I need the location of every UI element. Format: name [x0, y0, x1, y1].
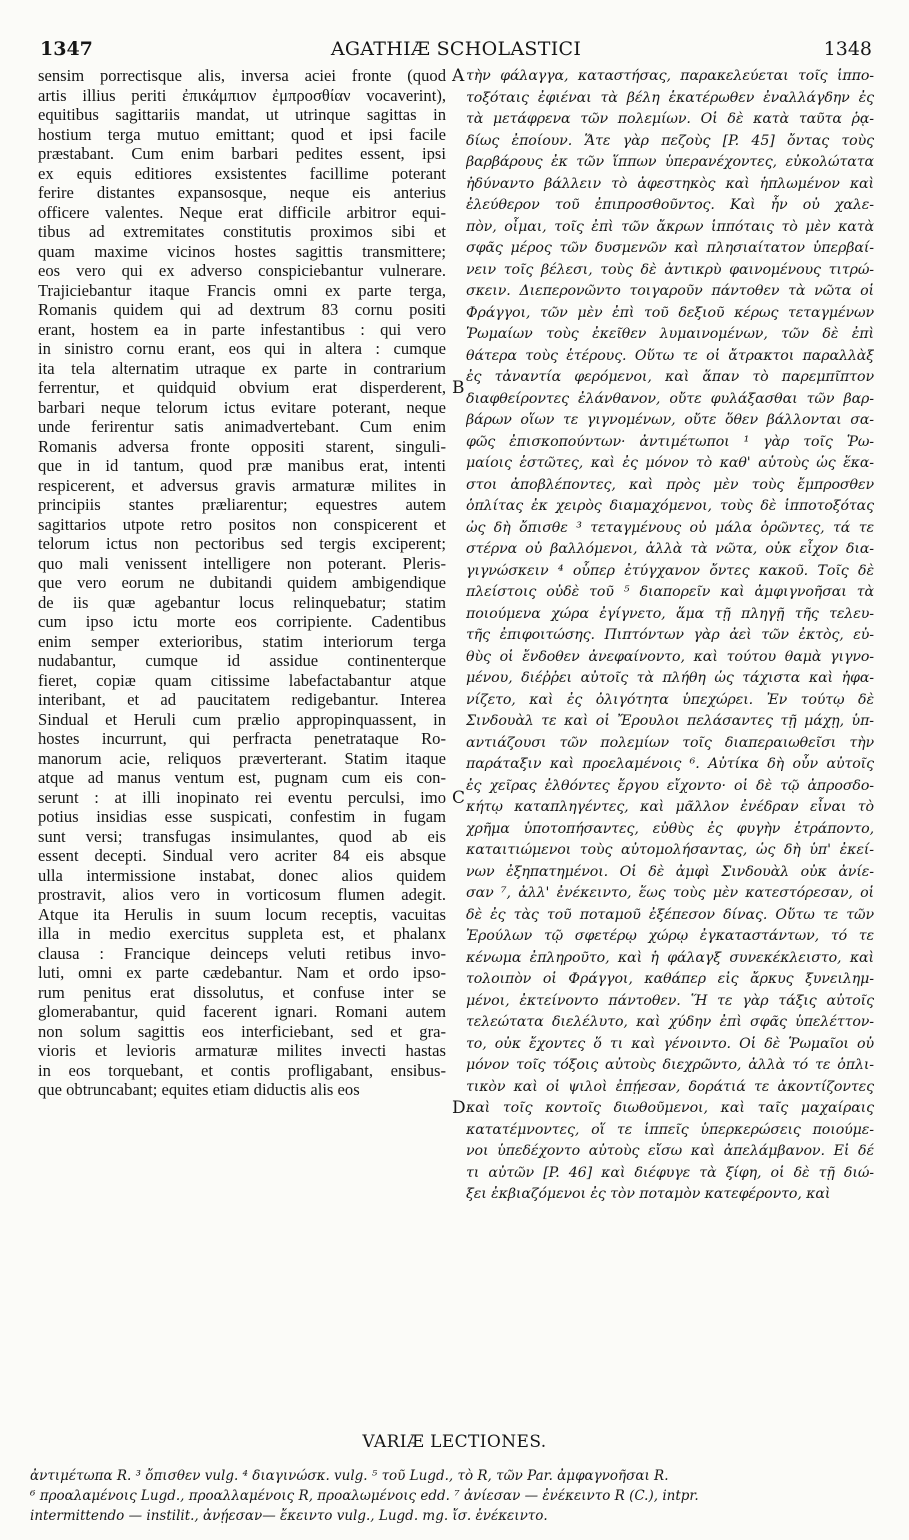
page-number-left: 1347 [40, 38, 93, 60]
latin-text-line: luti, omni ex parte cædebantur. Nam et ordo ipso- [38, 963, 446, 982]
page-header [40, 38, 872, 66]
latin-text-line: hostium terga mutuo emittant; quod et ipsi facile [38, 124, 446, 144]
greek-text-line: Ῥωμαίων τοὺς ἐκεῖθεν λυμαινομένων, τῶν δὲ ἐπὶ [466, 326, 874, 342]
latin-text-line: ulla intermissione instabat, donec alios quidem [38, 865, 446, 885]
latin-text-line: essent decepti. Sindual vero acriter 84 eis absque [38, 846, 446, 865]
latin-text-line: non solum sagittis eos interficiebant, sed et gra- [38, 1021, 446, 1041]
latin-text-line: manorum acie, reliquos præverterant. Statim itaque [38, 748, 446, 768]
variae-lectiones-title: VARIÆ LECTIONES. [362, 1432, 547, 1452]
latin-text-line: rum penitus erat dissolutus, et confuse inter se [38, 982, 446, 1002]
greek-text-line: βάρων οἵων τε γιγνομένων, οὔτε ὅθεν βάλλονται σα- [466, 412, 874, 428]
latin-text-line: atque ad manus ventum est, pugnam cum eis con- [38, 768, 446, 787]
latin-text-line: barbari neque telorum ictus evitare poterant, neque [38, 397, 446, 417]
variant-note-line: intermittendo — instilit., ἀνῄεσαν— ἔκειντο vulg., Lugd. mg. ἴσ. ἐνέκειντο. [30, 1508, 548, 1524]
latin-text-line: enim semper exterioribus, statim interiorum terga [38, 631, 446, 651]
running-title: AGATHIÆ SCHOLASTICI [330, 38, 582, 60]
greek-text-line: στέρνα οὐ βαλλόμενοι, ἀλλὰ τὰ νῶτα, οὐκ εἶχον δια- [466, 541, 874, 557]
latin-text-line: sunt versi; transfugas insimulantes, quod ab eis [38, 826, 446, 846]
greek-text-line: το, οὐκ ἔχοντες ὅ τι καὶ γένοιντο. Οἱ δὲ Ῥωμαῖοι οὐ [466, 1035, 874, 1052]
greek-text-line: σφᾶς μέρος τῶν δυσμενῶν καὶ πλησιαίτατον ὑπερβαί- [466, 240, 874, 256]
greek-text-line: δὲ ἐς τὰς τοῦ ποταμοῦ ἐξέπεσον δίνας. Οὕτω τε τῶν [466, 906, 874, 923]
greek-text-line: χρῆμα ὑποτοπήσαντες, εὐθὺς ἐς φυγὴν ἐτράποντο, [466, 820, 874, 837]
greek-text-line: νίζετο, καὶ ἐς ὀλιγότητα ὑπεχώρει. Ἐν τούτῳ δὲ [466, 691, 874, 708]
latin-text-line: sagittarios utpote retro positos non conspicerent et [38, 514, 446, 534]
latin-text-line: interibant, et ad paucitatem redigebantur. Interea [38, 690, 446, 709]
greek-text-line: ὁπλίτας ἐκ χειρὸς διαμαχόμενοι, τοὺς δὲ ἱπποτοξότας [466, 498, 874, 514]
latin-text-line: serunt : at illi inopinato rei eventu perculsi, imo [38, 787, 446, 807]
latin-text-line: sensim porrectisque alis, inversa aciei fronte (quod [38, 66, 446, 85]
greek-text-line: κήτῳ καταπληγέντες, καὶ μᾶλλον ἐνέδραν εἶναι τὸ [466, 799, 874, 815]
latin-text-line: prostravit, alios vero in vorticosum flumen adegit. [38, 885, 446, 904]
latin-text-line: Atque ita Herulis in suum locum receptis, vacuitas [38, 904, 446, 924]
greek-column [466, 66, 874, 1206]
latin-text-line: tibus ad extremitates constitutis proximos sibi et [38, 222, 446, 241]
latin-text-line: præstabant. Cum enim barbari pedites essent, ipsi [38, 144, 446, 163]
margin-marker: A [452, 66, 465, 86]
greek-text-line: ἐς τἀναντία φερόμενοι, καὶ ἅπαν τὸ παρεμπῖπτον [466, 369, 874, 385]
latin-text-line: in sinistro cornu erant, eos qui in altera : cumque [38, 339, 446, 358]
greek-text-line: παράταξιν καὶ προελαμένοις ⁶. Αὐτίκα δὴ οὖν αὐτοῖς [466, 756, 874, 772]
latin-text-line: nudabantur, cumque id assidue continenterque [38, 651, 446, 670]
latin-text-line: telorum ictus non pectoribus sed tergis exciperent; [38, 534, 446, 553]
greek-text-line: ἐς χεῖρας ἐλθόντες ἔργου εἴχοντο· οἱ δὲ τῷ ἀπροσδο- [466, 777, 874, 794]
greek-text-line: σαν ⁷, ἀλλ' ἐνέκειντο, ἕως τοὺς μὲν κατεστόρεσαν, οἱ [466, 885, 874, 901]
greek-text-line: τι αὐτῶν [P. 46] καὶ διέφυγε τὰ ξίφη, οἱ δὲ τῇ διώ- [466, 1164, 874, 1181]
greek-text-line: γιγνώσκειν ⁴ οὗπερ ἐτύγχανον ὄντες κακοῦ. Τοῖς δὲ [466, 562, 874, 579]
latin-text-line: artis illius periti ἐπικάμπιον ἐμπροσθίαν vocaverint), [38, 85, 446, 105]
latin-text-line: quo mali venissent intelligere non poterant. Pleris- [38, 553, 446, 573]
latin-text-line: in eos torquebant, et contis profligabant, ensibus- [38, 1060, 446, 1080]
latin-text-line: que obtruncabant; equites etiam diductis alis eos [38, 1080, 360, 1099]
latin-text-line: Sindual et Heruli cum prælio appropinquassent, in [38, 709, 446, 729]
greek-text-line: τολοιπὸν οἱ Φράγγοι, καθάπερ εἰς ἄρκυς ξυνειλημ- [466, 971, 874, 987]
variant-note-line: ⁶ προαλαμένοις Lugd., προαλλαμένοις R, προαλωμένοις edd. ⁷ ἀνίεσαν — ἐνέκειντο R (C.), intpr. [30, 1488, 699, 1504]
greek-text-line: τὰ μετάφρενα τῶν πολεμίων. Οἱ δὲ κατὰ ταῦτα ῥᾳ- [466, 111, 874, 127]
greek-text-line: ἐλεύθερον τοῦ ἐπιπροσθοῦντος. Καὶ ἦν οὐ χαλε- [466, 197, 874, 213]
greek-text-line: στοι ἀποβλέποντες, καὶ πρὸς μὲν τοὺς ἔμπροσθεν [466, 476, 874, 493]
latin-text-line: clausa : Francique deinceps veluti retibus invo- [38, 943, 446, 963]
greek-text-line: τικὸν καὶ οἱ ψιλοὶ ἐπῄεσαν, δοράτιά τε ἀκοντίζοντες [466, 1078, 874, 1095]
greek-text-line: πλείστοις οὐδὲ τοῦ ⁵ διαπορεῖν καὶ ἀμφιγνοῆσαι τὰ [466, 584, 874, 600]
greek-text-line: καὶ τοῖς κοντοῖς διωθοῦμενοι, καὶ ταῖς μαχαίραις [466, 1100, 874, 1116]
greek-text-line: καταιτιώμενοι τοὺς αὐτομολήσαντας, ὡς δὴ ὑπ' ἐκεί- [466, 842, 874, 858]
greek-text-line: Σινδουὰλ τε καὶ οἱ Ἔρουλοι πελάσαντες τῇ μάχῃ, ὑπ- [466, 713, 874, 729]
greek-text-line: διαφθείροντες ἐλάνθανον, οὔτε φυλάξασθαι τῶν βαρ- [466, 390, 874, 407]
greek-text-line: ξει ἐκβιαζόμενοι ἐς τὸν ποταμὸν κατεφέροντο, καὶ [466, 1186, 831, 1202]
greek-text-line: μένου, διέῤῥει αὐτοῖς τὰ πλήθη ὡς τάχιστα καὶ ἠφα- [466, 670, 874, 686]
greek-text-line: μόνον τοῖς τόξοις αὐτοὺς διεχρῶντο, ἀλλὰ τό τε ὁπλι- [466, 1057, 874, 1073]
greek-text-line: τελεώτατα διελέλυτο, καὶ χύδην ἐπὶ σφᾶς ὑπελέττον- [466, 1014, 874, 1030]
latin-text-line: Romanis quidem qui ad dextrum 83 cornu positi [38, 300, 446, 319]
latin-text-line: respicerent, et adversus gravis armaturæ milites in [38, 475, 446, 495]
latin-text-line: ferire distantes expansosque, neque eis anterius [38, 183, 446, 202]
latin-text-line: ex equis editiores exsistentes facillime poterant [38, 163, 446, 183]
page-number-right: 1348 [823, 38, 872, 60]
latin-text-line: glomerabantur, quid facerent ignari. Romani autem [38, 1002, 446, 1021]
greek-text-line: ἠδύναντο βάλλειν τὸ ἀφεστηκὸς καὶ ἡπλωμένον καὶ [466, 175, 874, 192]
greek-text-line: θὺς οἱ ἔνδοθεν ἀνεφαίνοντο, καὶ τούτου θαμὰ γιγνο- [466, 648, 874, 665]
margin-marker: D [452, 1098, 466, 1118]
latin-text-line: cum ipso ictu morte eos corripiente. Cadentibus [38, 612, 446, 631]
greek-text-line: θάτερα τοὺς ἑτέρους. Οὕτω τε οἱ ἄτρακτοι παραλλὰξ [466, 347, 874, 364]
margin-marker: B [452, 378, 465, 398]
latin-text-line: Trajiciebantur itaque Francis omni ex parte terga, [38, 280, 446, 300]
latin-text-line: erant, hostem ea in parte infestantibus : qui vero [38, 319, 446, 339]
greek-text-line: δίως ἐποίουν. Ἅτε γὰρ πεζοὺς [P. 45] ὄντας τοὺς [466, 132, 874, 149]
greek-text-line: τοξόταις ἐφιέναι τὰ βέλη ἑκατέρωθεν ἐναλλάγδην ἐς [466, 89, 874, 106]
greek-text-line: νοι ὑπεδέχοντο αὐτοὺς εἴσω καὶ ἀπελάμβανον. Εἰ δέ [466, 1143, 874, 1159]
latin-text-line: quam maxime vicinos hostes sagittis transmittere; [38, 241, 446, 261]
latin-text-line: principiis stantes præliarentur; equestres autem [38, 495, 446, 514]
greek-text-line: κένωμα ἐπληροῦτο, καὶ ἡ φάλαγξ συνεκέκλειστο, καὶ [466, 949, 874, 966]
latin-text-line: unde ferirentur satis animadvertebant. Cum enim [38, 417, 446, 436]
greek-text-line: αντιάζουσι τῶν πολεμίων τοῖς διαπεραιωθεῖσι τὴν [466, 734, 874, 751]
greek-text-line: Φράγγοι, τῶν μὲν ἐπὶ τοῦ δεξιοῦ κέρως τεταγμένων [466, 304, 874, 321]
latin-column [38, 66, 446, 1100]
greek-text-line: μαίοις ἑστῶτες, καὶ ἐς μόνον τὸ καθ' αὑτοὺς ὡς ἕκα- [466, 455, 874, 471]
greek-text-line: βαρβάρους ἐκ τῶν ἵππων ὑπερανέχοντες, εὐκολώτατα [466, 154, 874, 170]
latin-text-line: eos vero qui ex adverso conspiciebantur vulnerare. [38, 261, 446, 280]
latin-text-line: que vero eorum ne dubitandi quidem ambigendique [38, 573, 446, 592]
greek-text-line: σκειν. Διεπερονῶντο τοιγαροῦν πάντοθεν τὰ νῶτα οἱ [466, 283, 874, 299]
variant-note-line: ἀντιμέτωπα R. ³ ὄπισθεν vulg. ⁴ διαγινώσκ. vulg. ⁵ τοῦ Lugd., τὸ R, τῶν Par. ἀμφαγνοῆσαι R. [30, 1468, 669, 1484]
latin-text-line: potius insidias esse suspicati, confestim in fugam [38, 807, 446, 826]
greek-text-line: νειν τοῖς βέλεσι, τοὺς δὲ ἀντικρὺ φαινομένους τιτρώ- [466, 261, 874, 278]
greek-text-line: νων ἐξηπατημένοι. Οἱ δὲ ἀμφὶ Σινδουὰλ οὐκ ἀνίε- [466, 863, 874, 880]
greek-text-line: φῶς ἐπισκοπούντων· ἀντιμέτωποι ¹ γὰρ τοῖς Ῥω- [466, 433, 874, 450]
latin-text-line: fieret, copiæ quam citissime labefactabantur atque [38, 670, 446, 690]
margin-marker: C [452, 788, 466, 808]
latin-text-line: ita tela alternatim utraque ex parte in contrarium [38, 358, 446, 378]
greek-text-line: Ἐρούλων τῷ σφετέρῳ χώρῳ ἐγκαταστάντων, τό τε [466, 928, 874, 944]
latin-text-line: ferrentur, et quidquid obvium erat disperderent, [38, 378, 446, 397]
latin-text-line: Romanis adversa fronte oppositi starent, singuli- [38, 436, 446, 456]
variae-lectiones-notes [30, 1466, 872, 1526]
greek-text-line: πὸν, οἶμαι, τοῖς ἐπὶ τῶν ἄκρων ἱππόταις τὸ μὲν κατὰ [466, 218, 874, 235]
greek-text-line: τὴν φάλαγγα, καταστήσας, παρακελεύεται τοῖς ἱππο- [466, 68, 874, 84]
greek-text-line: μένοι, ἐκτείνοντο πάντοθεν. Ἥ τε γὰρ τάξις αὐτοῖς [466, 992, 874, 1009]
greek-text-line: ποιούμενα χώρα ἐγίγνετο, ἅμα τῇ πληγῇ τῆς τελευ- [466, 605, 874, 622]
latin-text-line: de iis quæ agebantur locus relinquebatur; statim [38, 592, 446, 612]
latin-text-line: illa in medio exercitus suppleta est, et phalanx [38, 924, 446, 943]
latin-text-line: vioris et levioris armaturæ milites invecti hastas [38, 1041, 446, 1060]
greek-text-line: κατατέμνοντες, οἵ τε ἱππεῖς ὑπερκερώσεις ποιούμε- [466, 1121, 874, 1138]
latin-text-line: que in id tantum, quod præ manibus erat, intenti [38, 456, 446, 475]
latin-text-line: equitibus sagittariis mandat, ut utrinque sagittas in [38, 105, 446, 124]
greek-text-line: τῆς ἐπιφοιτώσης. Πιπτόντων γὰρ ἀεὶ τῶν ἐκτὸς, εὐ- [466, 627, 874, 643]
greek-text-line: ὡς δὴ ὄπισθε ³ τεταγμένους οὐ μάλα ὁρῶντες, τά τε [466, 519, 874, 536]
latin-text-line: hostes incurrunt, qui perfracta penetrataque Ro- [38, 729, 446, 748]
latin-text-line: officere valentes. Neque erat difficile arbitror equi- [38, 202, 446, 222]
